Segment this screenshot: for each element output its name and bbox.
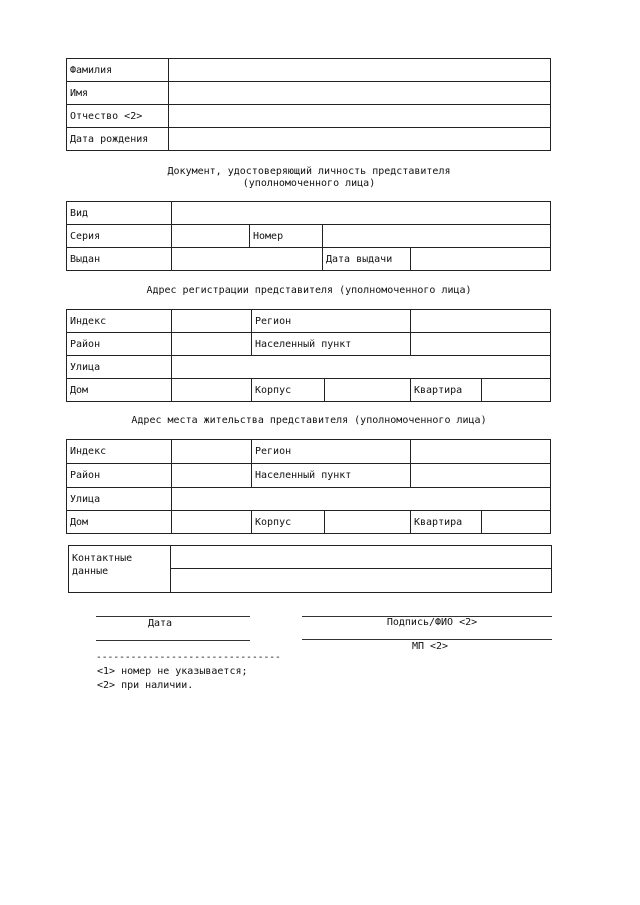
reg-house-field[interactable] — [172, 379, 252, 402]
reg-apartment-label: Квартира — [411, 379, 482, 402]
contact-label-line1: Контактные — [72, 553, 133, 564]
personal-data-table — [66, 58, 551, 151]
patronymic-field[interactable] — [169, 105, 551, 128]
document-heading-line1: Документ, удостоверяющий личность представителя — [167, 166, 451, 177]
footnote-separator: -------------------------------- — [96, 652, 281, 663]
reg-locality-label: Населенный пункт — [252, 333, 411, 356]
res-house-label: Дом — [67, 511, 172, 534]
reg-locality-field[interactable] — [411, 333, 551, 356]
doc-issue-date-field[interactable] — [411, 248, 551, 271]
birth-date-label: Дата рождения — [67, 128, 169, 151]
footnote-2: <2> при наличии. — [97, 680, 194, 691]
res-index-label: Индекс — [67, 440, 172, 464]
contact-field-2[interactable] — [171, 569, 552, 593]
reg-index-label: Индекс — [67, 310, 172, 333]
res-street-field[interactable] — [172, 488, 551, 511]
res-region-field[interactable] — [411, 440, 551, 464]
registration-address-heading: Адрес регистрации представителя (уполномоченного лица) — [146, 285, 472, 296]
signature-line-bottom[interactable] — [302, 639, 552, 640]
surname-label: Фамилия — [67, 59, 169, 82]
reg-district-label: Район — [67, 333, 172, 356]
res-locality-label: Населенный пункт — [252, 464, 411, 488]
res-district-label: Район — [67, 464, 172, 488]
document-section-heading — [66, 166, 552, 190]
res-index-field[interactable] — [172, 440, 252, 464]
surname-field[interactable] — [169, 59, 551, 82]
name-label: Имя — [67, 82, 169, 105]
doc-type-label: Вид — [67, 202, 172, 225]
stamp-label: МП <2> — [411, 641, 449, 652]
res-house-field[interactable] — [172, 511, 252, 534]
reg-apartment-field[interactable] — [482, 379, 551, 402]
name-field[interactable] — [169, 82, 551, 105]
signature-label: Подпись/ФИО <2> — [386, 617, 478, 628]
contact-field-1[interactable] — [171, 546, 552, 569]
doc-number-field[interactable] — [323, 225, 551, 248]
reg-region-field[interactable] — [411, 310, 551, 333]
registration-address-table — [66, 309, 551, 402]
patronymic-label: Отчество <2> — [67, 105, 169, 128]
reg-house-label: Дом — [67, 379, 172, 402]
residence-address-heading: Адрес места жительства представителя (уполномоченного лица) — [131, 415, 487, 426]
doc-number-label: Номер — [250, 225, 323, 248]
document-heading-line2: (уполномоченного лица) — [242, 178, 376, 189]
reg-index-field[interactable] — [172, 310, 252, 333]
res-apartment-label: Квартира — [411, 511, 482, 534]
reg-building-label: Корпус — [252, 379, 325, 402]
document-table — [66, 201, 551, 271]
birth-date-field[interactable] — [169, 128, 551, 151]
res-district-field[interactable] — [172, 464, 252, 488]
doc-type-field[interactable] — [172, 202, 551, 225]
doc-issued-by-label: Выдан — [67, 248, 172, 271]
footnote-1: <1> номер не указывается; — [97, 666, 248, 677]
date-line-bottom[interactable] — [96, 640, 250, 641]
res-building-field[interactable] — [325, 511, 411, 534]
res-region-label: Регион — [252, 440, 411, 464]
reg-street-label: Улица — [67, 356, 172, 379]
date-label: Дата — [147, 618, 173, 629]
residence-address-table — [66, 439, 551, 534]
res-apartment-field[interactable] — [482, 511, 551, 534]
reg-street-field[interactable] — [172, 356, 551, 379]
date-line-top — [96, 616, 250, 617]
reg-building-field[interactable] — [325, 379, 411, 402]
doc-series-label: Серия — [67, 225, 172, 248]
doc-series-field[interactable] — [172, 225, 250, 248]
res-street-label: Улица — [67, 488, 172, 511]
footnotes — [97, 665, 248, 693]
res-locality-field[interactable] — [411, 464, 551, 488]
doc-issue-date-label: Дата выдачи — [323, 248, 411, 271]
res-building-label: Корпус — [252, 511, 325, 534]
doc-issued-by-field[interactable] — [172, 248, 323, 271]
contact-label-line2: данные — [72, 566, 109, 577]
contact-label — [69, 546, 171, 593]
reg-region-label: Регион — [252, 310, 411, 333]
reg-district-field[interactable] — [172, 333, 252, 356]
contact-table — [68, 545, 552, 593]
